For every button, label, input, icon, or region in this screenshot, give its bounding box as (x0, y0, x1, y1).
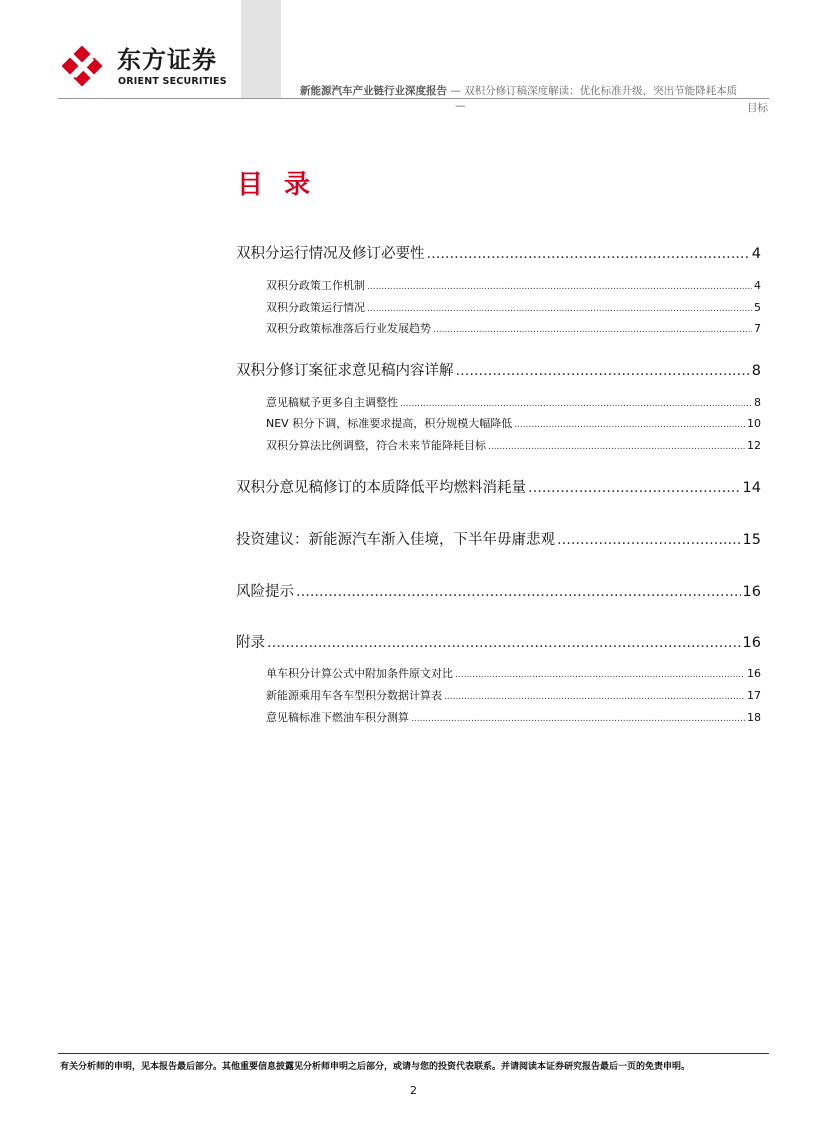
toc-entry-1-2[interactable] (266, 299, 761, 315)
toc-leader (514, 420, 745, 430)
report-title (300, 83, 737, 98)
toc-entry-text: 意见稿赋予更多自主调整性 (266, 396, 398, 409)
logo-chinese-text: 东方证券 (117, 46, 217, 74)
toc-entry-6[interactable] (236, 631, 761, 652)
toc-page: 8 (754, 396, 761, 409)
toc-entry-text: 双积分修订案征求意见稿内容详解 (236, 363, 454, 379)
toc-page: 17 (747, 689, 761, 702)
toc-page: 18 (747, 711, 761, 724)
toc-entry-4[interactable] (236, 528, 761, 549)
toc-entry-text: 投资建议：新能源汽车渐入佳境，下半年毋庸悲观 (236, 532, 555, 548)
toc-leader (456, 363, 750, 379)
toc-entry-text: 双积分政策工作机制 (266, 279, 365, 292)
toc-entry-text: 意见稿标准下燃油车积分测算 (266, 711, 409, 724)
toc-leader (557, 532, 741, 548)
toc-page: 7 (754, 322, 761, 335)
toc-entry-3[interactable] (236, 476, 761, 497)
toc-entry-text: 附录 (236, 635, 265, 651)
toc-leader (427, 246, 750, 262)
toc-page: 8 (751, 363, 761, 379)
header-divider (58, 98, 769, 99)
toc-page: 15 (742, 532, 761, 548)
toc-page: 10 (747, 417, 761, 430)
toc-entry-text: 新能源乘用车各车型积分数据计算表 (266, 689, 442, 702)
toc-leader (444, 692, 745, 702)
toc-entry-text: 双积分意见稿修订的本质降低平均燃料消耗量 (236, 480, 526, 496)
toc-entry-6-1[interactable] (266, 665, 761, 681)
footer-disclaimer: 有关分析师的申明，见本报告最后部分。其他重要信息披露见分析师申明之后部分，或请与您的投资代表联系。并请阅读本证券研究报告最后一页的免责申明。 (60, 1062, 691, 1072)
toc-leader (411, 714, 745, 724)
report-title-continuation: — (455, 100, 466, 112)
toc-entry-2[interactable] (236, 359, 761, 380)
toc-page: 16 (742, 584, 761, 600)
toc-leader (528, 480, 741, 496)
toc-page: 4 (754, 279, 761, 292)
toc-entry-1-1[interactable] (266, 277, 761, 293)
toc-page: 5 (754, 301, 761, 314)
toc-entry-text: 双积分政策运行情况 (266, 301, 365, 314)
section-tag: 目标 (747, 102, 768, 114)
toc-leader (367, 304, 752, 314)
toc-leader (296, 584, 741, 600)
toc-leader (267, 635, 741, 651)
toc-entry-2-2[interactable] (266, 415, 761, 431)
toc-heading: 目 录 (237, 170, 317, 200)
toc-entry-text: 双积分算法比例调整，符合未来节能降耗目标 (266, 439, 486, 452)
toc-leader (455, 670, 745, 680)
toc-page: 12 (747, 439, 761, 452)
toc-entry-text: 单车积分计算公式中附加条件原文对比 (266, 667, 453, 680)
toc-page: 16 (747, 667, 761, 680)
toc-leader (400, 399, 752, 409)
toc-entry-text: 双积分运行情况及修订必要性 (236, 246, 425, 262)
page-number: 2 (410, 1084, 417, 1097)
header-grey-block (241, 0, 281, 98)
toc-leader (367, 282, 752, 292)
toc-entry-1-3[interactable] (266, 320, 761, 336)
toc-entry-1[interactable] (236, 242, 761, 263)
report-title-bold: 新能源汽车产业链行业深度报告 (300, 85, 447, 97)
toc-entry-2-1[interactable] (266, 394, 761, 410)
footer-divider (58, 1053, 769, 1054)
toc-entry-text: NEV 积分下调，标准要求提高，积分规模大幅降低 (266, 417, 513, 430)
toc-page: 4 (751, 246, 761, 262)
orient-securities-logo-icon (62, 46, 106, 90)
report-title-subtitle: — 双积分修订稿深度解读：优化标准升级，突出节能降耗本质 (447, 85, 738, 97)
toc-page: 14 (742, 480, 761, 496)
toc-entry-text: 风险提示 (236, 584, 294, 600)
toc-entry-6-3[interactable] (266, 709, 761, 725)
toc-leader (488, 442, 745, 452)
toc-entry-6-2[interactable] (266, 687, 761, 703)
toc-entry-5[interactable] (236, 580, 761, 601)
toc-page: 16 (742, 635, 761, 651)
toc-entry-text: 双积分政策标准落后行业发展趋势 (266, 322, 431, 335)
toc-leader (433, 325, 752, 335)
toc-entry-2-3[interactable] (266, 437, 761, 453)
logo-english-text: ORIENT SECURITIES (118, 76, 227, 87)
